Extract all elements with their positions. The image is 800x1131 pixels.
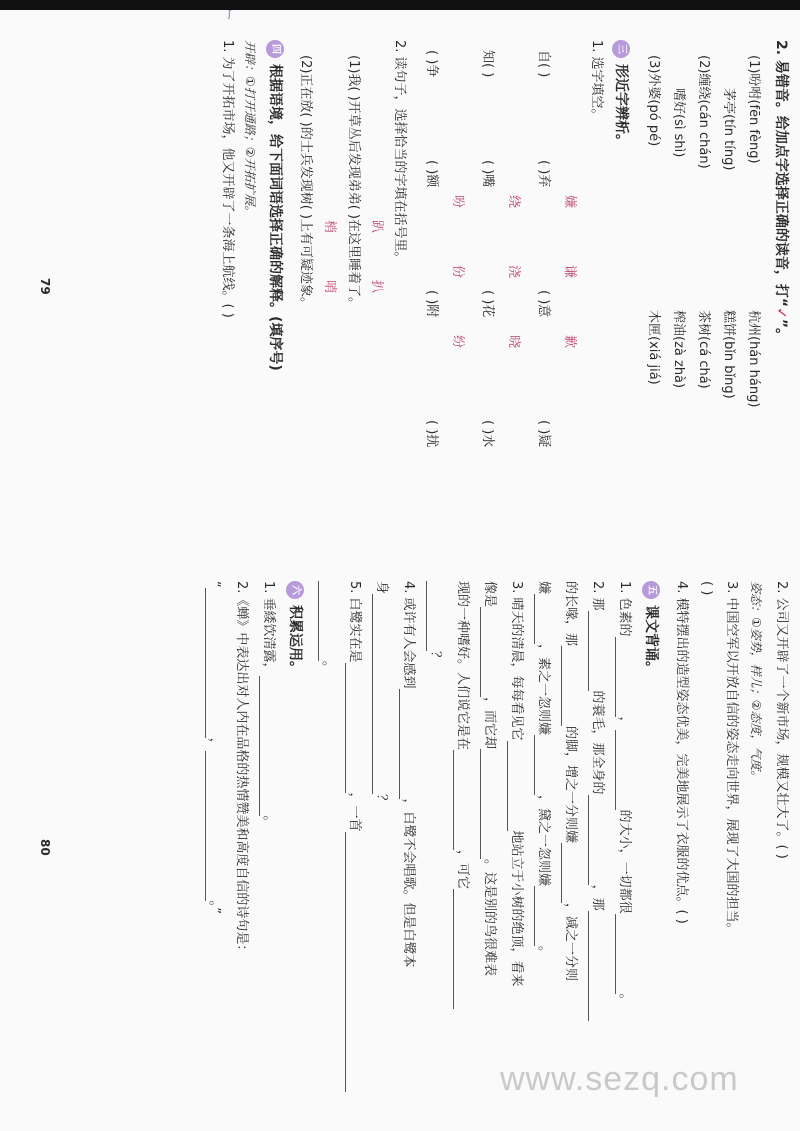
page-number: 80	[38, 839, 52, 856]
text: 。这是别的鸟很难表	[482, 859, 497, 977]
fill-blank[interactable]	[588, 911, 602, 1021]
text: 。	[617, 993, 632, 1007]
text: 现的一种嗜好。人们说它是在	[455, 581, 470, 751]
text: 。”	[207, 900, 222, 915]
pinyin-item: 嗜好(sì shì)	[671, 88, 686, 158]
p80-definition: 姿态：①姿势，样儿；②态度，气度。	[749, 581, 763, 783]
pinyin-item: 茶树(cá chá)	[696, 310, 711, 389]
q2-title-text: 2. 易错音。给加点字选择正确的读音，打“	[773, 40, 789, 308]
text: 的长喙，那	[563, 581, 578, 647]
pinyin-item: 榨油(zà zhà)	[671, 310, 686, 389]
pinyin-row-5	[644, 55, 662, 146]
fill-blank[interactable]	[318, 581, 332, 661]
fill-blank[interactable]	[534, 886, 548, 946]
sentence-1: (1)我( )开草丛后发现弟弟( )在这里睡着了。	[346, 55, 361, 310]
section-6-heading	[286, 581, 304, 675]
rotated-spread	[0, 10, 800, 1131]
fill-blank[interactable]	[534, 735, 548, 795]
pinyin-item: 糕饼(bǐn bǐng)	[721, 310, 736, 399]
group3-char: 份	[450, 265, 465, 279]
section-5-heading	[642, 581, 660, 675]
section-4-title: 根据语境，给下面词语选择正确的解释。(填序号)	[267, 64, 283, 371]
pinyin-item: (3)外婆(pó pé)	[646, 55, 661, 147]
pinyin-item: 木匣(xiá jiá)	[646, 310, 661, 385]
fill-blank[interactable]	[561, 843, 575, 903]
sentence-2: (2)正在放( )的士兵发现树( )上有可疑迹象。	[298, 55, 313, 310]
accum-line-1	[259, 581, 277, 829]
recite-line-6	[480, 581, 498, 976]
text: ，可它	[455, 850, 470, 890]
group1-char: 歉	[562, 335, 577, 349]
p80-line-3: 3. 中国空军以开放自信的姿态走向世界，展现了大国的担当。	[724, 581, 739, 936]
pinyin-row-1b	[744, 310, 762, 407]
text: 2. 那	[590, 581, 605, 611]
page-79	[0, 10, 800, 570]
fill-blank[interactable]	[507, 741, 521, 831]
group2-blank[interactable]: ( )花	[480, 290, 495, 318]
section-badge: 五	[642, 581, 660, 599]
pinyin-row-2	[719, 88, 737, 170]
fill-blank[interactable]	[345, 663, 359, 793]
pinyin-row-3	[694, 55, 712, 169]
pinyin-item: (2)缠绕(cán chán)	[696, 55, 711, 169]
recite-line-7	[453, 581, 471, 1009]
text: ，那	[590, 884, 605, 911]
fill-blank[interactable]	[480, 749, 494, 859]
group2-char: 绕	[506, 195, 521, 209]
text: 3. 晴天的清晨，每每看见它	[509, 581, 524, 741]
group3-blank[interactable]: ( )附	[424, 290, 439, 318]
corner-mark-icon: ʃ	[228, 10, 232, 20]
group3-blank[interactable]: ( )争	[424, 50, 439, 78]
group1-blank[interactable]: ( )疑	[536, 420, 551, 448]
fill-blank[interactable]	[534, 594, 548, 644]
text: ，一首	[347, 792, 362, 832]
sec4-q1: 1. 为了开拓市场，他又开辟了一条海上航线。( )	[220, 40, 235, 318]
section-6-title: 积累运用。	[287, 605, 303, 675]
text: ？	[428, 651, 443, 665]
recite-line-9	[399, 581, 417, 968]
pinyin-row-4	[669, 88, 687, 157]
text: 地站立于小树的绝顶，看来	[509, 830, 524, 987]
pinyin-row-1	[744, 55, 762, 164]
fill-blank[interactable]	[588, 795, 602, 885]
fill-blank[interactable]	[205, 751, 219, 901]
recite-line-5	[507, 581, 525, 987]
recite-line-12	[318, 581, 336, 674]
fill-blank[interactable]	[615, 914, 629, 994]
recite-line-10	[372, 581, 390, 807]
fill-blank[interactable]	[259, 676, 273, 816]
text: ，黛之一忽则嫌	[536, 795, 551, 887]
p80-line-1: 2. 公司又开辟了一个新市场，规模又壮大了。( )	[774, 581, 789, 859]
text: ，减之一分则	[563, 903, 578, 982]
fill-blank[interactable]	[399, 689, 413, 799]
pinyin-row-4b	[669, 310, 687, 388]
fill-blank[interactable]	[372, 594, 386, 794]
recite-line-2	[588, 581, 606, 1021]
group2-blank[interactable]: ( )嘴	[480, 160, 495, 188]
section-badge: 六	[286, 581, 304, 599]
group3-char: 吩	[450, 195, 465, 209]
worksheet-scan	[0, 10, 800, 1131]
text: 。	[320, 661, 335, 675]
text: 像是	[482, 581, 497, 608]
recite-line-4	[534, 581, 552, 959]
fill-blank[interactable]	[205, 588, 219, 738]
group2-blank[interactable]: ( )水	[480, 420, 495, 448]
group3-char: 纷	[450, 335, 465, 349]
pinyin-row-5b	[644, 310, 662, 385]
group2-blank[interactable]: 知( )	[480, 50, 495, 78]
text: 5. 白鹭实在是	[347, 581, 362, 663]
pinyin-item: 杭州(hán háng)	[746, 310, 761, 408]
text: 的蓑毛，那全身的	[590, 690, 605, 795]
group2-char: 晓	[506, 335, 521, 349]
text: 4. 或许有人会感到	[401, 581, 416, 689]
section-5-title: 课文背诵。	[643, 605, 659, 675]
sec4-definition: 开辟：①打开通路；②开拓扩展。	[243, 40, 257, 218]
text: 。	[261, 815, 276, 829]
recite-line-11	[345, 581, 363, 1092]
group1-char: 嫌	[562, 195, 577, 209]
sec3-q2: 2. 读句子，选择恰当的字填在括号里。	[392, 40, 407, 265]
text: ，	[207, 737, 222, 751]
fill-blank[interactable]	[345, 832, 359, 1092]
pinyin-item: (1)吩咐(fēn fèng)	[746, 55, 761, 164]
text: 1. 垂緌饮清露，	[261, 581, 276, 676]
p80-line-4: ( )	[699, 581, 714, 596]
text: 的脚，增之一分则嫌	[563, 726, 578, 844]
text: “	[207, 581, 222, 588]
fill-blank[interactable]	[561, 646, 575, 726]
text: 1. 色素的	[617, 581, 632, 637]
section-3-title: 形近字辨析。	[613, 64, 629, 148]
accum-line-2: 2.《蝉》中表达出对人内在品格的热情赞美和高度自信的诗句是：	[234, 581, 249, 958]
watermark: www.sezq.com	[500, 1060, 739, 1098]
p80-line-5: 4. 模特摆出的造型姿态优美，完美地展示了衣服的优点。( )	[674, 581, 689, 924]
pinyin-row-2b	[719, 310, 737, 399]
pair2-char: 哨	[322, 280, 337, 294]
q2-title-end: ”。	[773, 318, 789, 343]
fill-blank[interactable]	[453, 750, 467, 850]
fill-blank[interactable]	[588, 611, 602, 691]
page-number: 79	[38, 278, 52, 295]
sec3-q1: 1. 选字填空。	[589, 40, 604, 122]
fill-blank[interactable]	[615, 637, 629, 717]
fill-blank[interactable]	[480, 607, 494, 697]
group1-blank[interactable]: ( )弃	[536, 160, 551, 188]
text: 嫌	[536, 581, 551, 595]
accum-line-3	[205, 581, 223, 914]
section-badge: 三	[612, 40, 630, 58]
text: ，而它却	[482, 697, 497, 750]
fill-blank[interactable]	[615, 730, 629, 810]
pair1-char: 扒	[369, 280, 384, 294]
text: ，白鹭不会唱歌。但是白鹭本	[401, 798, 416, 968]
group2-char: 浇	[506, 265, 521, 279]
text: 。	[536, 946, 551, 960]
group1-blank[interactable]: 自( )	[536, 50, 551, 78]
checkmark-icon: ✓	[773, 307, 789, 319]
q2-title	[772, 40, 790, 342]
section-4-heading	[266, 40, 284, 371]
group1-blank[interactable]: ( )意	[536, 290, 551, 318]
pair1-char: 趴	[369, 220, 384, 234]
pinyin-row-3b	[694, 310, 712, 389]
pinyin-item: 茅亭(tín tíng)	[721, 88, 736, 171]
pair2-char: 梢	[322, 220, 337, 234]
section-3-heading	[612, 40, 630, 148]
group3-blank[interactable]: ( )扰	[424, 420, 439, 448]
recite-line-1	[615, 581, 633, 1007]
group3-blank[interactable]: ( )额	[424, 160, 439, 188]
recite-line-3	[561, 581, 579, 981]
text: ，素之一忽则嫌	[536, 644, 551, 736]
fill-blank[interactable]	[426, 581, 440, 651]
fill-blank[interactable]	[453, 889, 467, 1009]
text: 身	[374, 581, 389, 595]
text: ，	[617, 716, 632, 730]
recite-line-8	[426, 581, 444, 664]
group1-char: 谦	[562, 265, 577, 279]
section-badge: 四	[266, 40, 284, 58]
text: ？	[374, 794, 389, 808]
text: 的大小，一切都很	[617, 809, 632, 914]
top-black-bar	[0, 0, 800, 10]
page-80	[0, 571, 800, 1131]
